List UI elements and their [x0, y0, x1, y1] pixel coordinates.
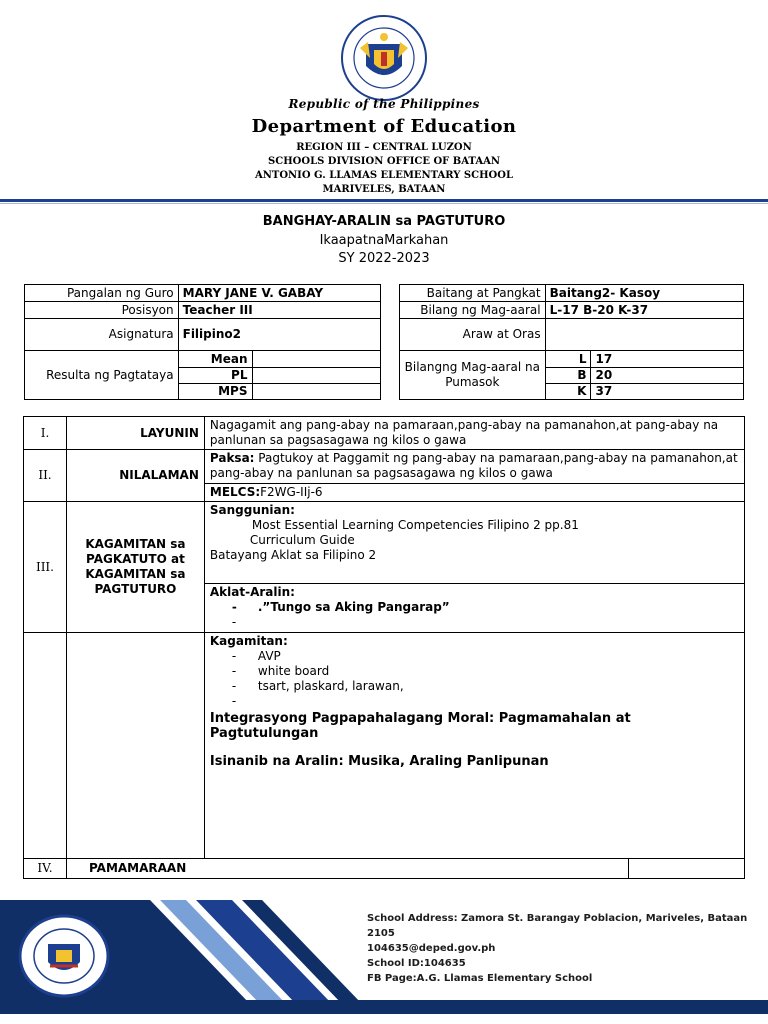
header-divider [0, 199, 768, 202]
teacher-info-table [24, 284, 381, 400]
kagamitan-label: Kagamitan: [209, 634, 288, 648]
pl-value [252, 368, 381, 384]
count-label: Bilang ng Mag-aaral [400, 302, 546, 319]
section-ii-number: II. [24, 450, 67, 502]
count-value: L-17 B-20 K-37 [545, 302, 743, 319]
school-fb-page: FB Page:A.G. Llamas Elementary School [367, 973, 593, 984]
paksa-label: Paksa: [209, 451, 255, 465]
section-i-label: LAYUNIN [66, 417, 204, 450]
b-label: B [545, 368, 591, 384]
subject-value: Filipino2 [178, 319, 380, 351]
k-label: K [545, 384, 591, 400]
l-label: L [545, 351, 591, 368]
school-logo [18, 914, 110, 998]
lesson-plan-table [23, 416, 745, 879]
section-iv-extra-cell [629, 859, 745, 879]
kagamitan-item-3: - tsart, plaskard, larawan, [231, 679, 404, 693]
paksa-cell [204, 450, 744, 484]
position-label: Posisyon [25, 302, 179, 319]
section-iv-label: PAMAMARAAN [66, 859, 628, 879]
aklat-item-2: - [231, 615, 237, 629]
section-iii-label: KAGAMITAN sa PAGKATUTO at KAGAMITAN sa PAGTUTURO [66, 502, 204, 633]
footer-bar [0, 1000, 768, 1014]
sanggunian-item-3: Batayang Aklat sa Filipino 2 [209, 548, 377, 562]
section-iii-number: III. [24, 502, 67, 633]
department-name: Department of Education [251, 116, 517, 137]
melcs-text: F2WG-IIj-6 [260, 485, 323, 499]
aklat-item-1: - .”Tungo sa Aking Pangarap” [231, 600, 450, 614]
isinanib-text: Isinanib na Aralin: Musika, Araling Panlipunan [209, 754, 549, 769]
header-divider-thin [0, 203, 768, 204]
school-year: SY 2022-2023 [338, 251, 430, 266]
l-value: 17 [591, 351, 744, 368]
school-address: School Address: Zamora St. Barangay Poblacion, Mariveles, Bataan 2105 [367, 913, 748, 939]
blank-number-cell [24, 633, 67, 859]
schedule-label: Araw at Oras [400, 319, 546, 351]
school-contact-info [367, 911, 768, 986]
school-line: ANTONIO G. LLAMAS ELEMENTARY SCHOOL [254, 170, 514, 181]
layunin-text: Nagagamit ang pang-abay na pamaraan,pang-abay na pamanahon,at pang-abay na panlunan sa pagsasagawa ng kilos o gawa [204, 417, 744, 450]
teacher-value: MARY JANE V. GABAY [178, 285, 380, 302]
division-line: SCHOOLS DIVISION OFFICE OF BATAAN [268, 156, 500, 167]
kagamitan-item-4: - [231, 694, 237, 708]
results-label: Resulta ng Pagtataya [25, 351, 179, 400]
grade-value: Baitang2- Kasoy [545, 285, 743, 302]
melcs-cell [204, 484, 744, 502]
republic-line: Republic of the Philippines [288, 97, 480, 111]
section-iv-number: IV. [24, 859, 67, 879]
mean-label: Mean [178, 351, 252, 368]
sanggunian-cell [204, 502, 744, 584]
lesson-plan-title: BANGHAY-ARALIN sa PAGTUTURO [262, 214, 506, 229]
region-line: REGION III – CENTRAL LUZON [296, 142, 472, 153]
kagamitan-item-1: - AVP [231, 649, 281, 663]
b-value: 20 [591, 368, 744, 384]
mps-label: MPS [178, 384, 252, 400]
mps-value [252, 384, 381, 400]
pl-label: PL [178, 368, 252, 384]
k-value: 37 [591, 384, 744, 400]
subject-label: Asignatura [25, 319, 179, 351]
quarter-label: IkaapatnaMarkahan [319, 233, 449, 248]
section-ii-label: NILALAMAN [66, 450, 204, 502]
paksa-text: Pagtukoy at Paggamit ng pang-abay na pamaraan,pang-abay na pamanahon,at pang-abay na panlunan sa pagsasagawa ng kilos o gawa [209, 451, 738, 480]
school-email: 104635@deped.gov.ph [367, 943, 496, 954]
schedule-value [545, 319, 743, 351]
sanggunian-item-1: Most Essential Learning Competencies Filipino 2 pp.81 [251, 518, 579, 532]
blank-label-cell [66, 633, 204, 859]
aklat-label: Aklat-Aralin: [209, 585, 295, 599]
aklat-cell [204, 584, 744, 633]
deped-seal-logo [340, 14, 428, 102]
mean-value [252, 351, 381, 368]
school-id: School ID:104635 [367, 958, 466, 969]
sanggunian-item-2: Curriculum Guide [249, 533, 355, 547]
teacher-label: Pangalan ng Guro [25, 285, 179, 302]
grade-label: Baitang at Pangkat [400, 285, 546, 302]
town-line: MARIVELES, BATAAN [322, 184, 446, 195]
integrasyon-text: Integrasyong Pagpapahalagang Moral: Pagmamahalan at Pagtutulungan [209, 711, 631, 741]
kagamitan-item-2: - white board [231, 664, 330, 678]
section-i-number: I. [24, 417, 67, 450]
kagamitan-cell [204, 633, 744, 859]
melcs-label: MELCS: [209, 485, 261, 499]
sanggunian-label: Sanggunian: [209, 503, 295, 517]
present-label: Bilangng Mag-aaral na Pumasok [400, 351, 546, 400]
class-info-table [399, 284, 744, 400]
position-value: Teacher III [178, 302, 380, 319]
